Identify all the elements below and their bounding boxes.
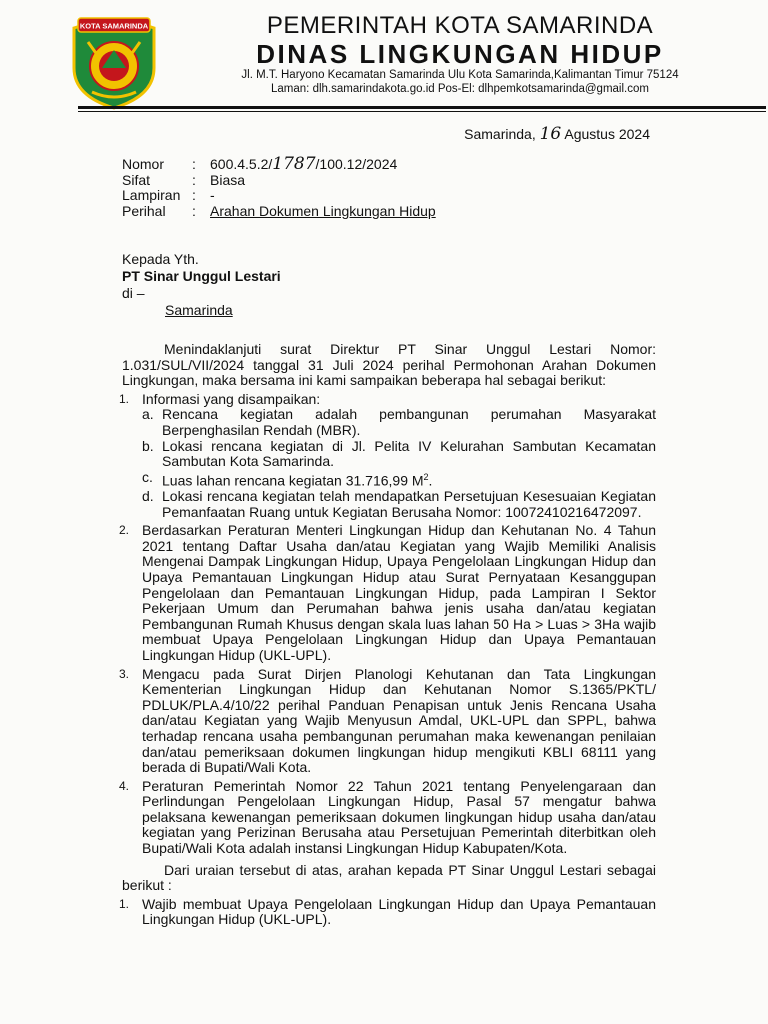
meta-key: Sifat <box>122 171 151 188</box>
item-text: Mengacu pada Surat Dirjen Planologi Kehutanan dan Tata Lingkungan Kementerian Lingkungan Hidup dan Kehutanan Nomor S.1365/PKTL/ PDLUK/PLA.4/10/22 perihal Panduan Penapisan untuk Jenis Rencana Usaha dan/atau Kegiatan yang Wajib Menyusun Amdal, UKL-UPL dan SPPL, bahwa terhadap rencana usaha pembangunan perumahan maka kewenangan penilaian dan/atau pemeriksaan dokumen lingkungan hidup mengikuti KBLI 68111 yang berada di Bupati/Wali Kota. <box>142 665 656 776</box>
item-number: 1. <box>119 391 130 406</box>
sub-list <box>142 407 656 520</box>
agency-name: DINAS LINGKUNGAN HIDUP <box>256 39 664 69</box>
salutation: Kepada Yth. <box>122 251 199 267</box>
recipient-city: Samarinda <box>165 302 233 318</box>
item-text: Berdasarkan Peraturan Menteri Lingkungan Hidup dan Kehutanan No. 4 Tahun 2021 tentang Daftar Usaha dan/atau Kegiatan yang Wajib Memiliki Analisis Mengenai Dampak Lingkungan Hidup, Upaya Pengelolaan Lingkungan Hidup dan Upaya Pemantauan Lingkungan Hidup atau Surat Pernyataan Kesanggupan Pengelolaan dan Pemantauan Lingkungan Hidup, pada Lampiran I Sektor Pekerjaan Umum dan Perumahan bahwa jenis usaha dan/atau kegiatan Pembangunan Rumah Khusus dengan skala luas lahan 50 Ha > Luas > 3Ha wajib membuat Upaya Pengelolaan Lingkungan Hidup dan Upaya Pemantauan Lingkungan Hidup (UKL-UPL). <box>142 522 656 663</box>
meta-row-perihal <box>122 204 436 220</box>
header-rule-thick <box>78 106 766 109</box>
agency-contact: Laman: dlh.samarindakota.go.id Pos-El: dlhpemkotsamarinda@gmail.com <box>271 83 649 95</box>
letterhead <box>0 0 768 112</box>
meta-value: - <box>210 187 215 203</box>
date-city: Samarinda, <box>464 126 536 142</box>
number-handwritten: 1787 <box>272 154 316 174</box>
letterhead-text <box>160 12 760 96</box>
letter-body <box>119 341 656 928</box>
addressee-block <box>122 251 281 319</box>
sub-item: b. Lokasi rencana kegiatan di Jl. Pelita IV Kelurahan Sambutan Kecamatan Sambutan Kota Samarinda. <box>142 437 656 470</box>
agency-address: Jl. M.T. Haryono Kecamatan Samarinda Ulu Kota Samarinda,Kalimantan Timur 75124 <box>241 69 679 81</box>
intro-paragraph: Menindaklanjuti surat Direktur PT Sinar Unggul Lestari Nomor: 1.031/SUL/VII/2024 tanggal 31 Juli 2024 perihal Permohonan Arahan Dokumen Lingkungan, maka bersama ini kami sampaikan beberapa hal sebagai berikut: <box>122 341 656 389</box>
header-rule-thin <box>78 111 766 112</box>
meta-sep: : <box>192 187 196 203</box>
meta-value-nomor: 600.4.5.2/1787/100.12/2024 <box>210 154 398 174</box>
item-text: Informasi yang disampaikan: <box>142 390 321 407</box>
list-item <box>119 390 656 520</box>
meta-sep: : <box>192 171 196 188</box>
meta-sep: : <box>192 156 196 172</box>
points-list <box>119 390 656 857</box>
meta-row-nomor <box>122 154 436 174</box>
meta-key: Nomor <box>122 156 165 172</box>
item-number: 3. <box>119 666 130 681</box>
list-item <box>119 665 656 776</box>
item-number: 1. <box>119 896 130 911</box>
item-number: 4. <box>119 778 130 793</box>
date-month-year: Agustus 2024 <box>564 126 650 142</box>
city-emblem-icon <box>68 12 160 110</box>
meta-key: Perihal <box>122 202 166 219</box>
sub-item: d. Lokasi rencana kegiatan telah mendapatkan Persetujuan Kesesuaian Kegiatan Pemanfaatan Ruang untuk Kegiatan Berusaha Nomor: 10072410216472097. <box>142 488 656 520</box>
item-number: 2. <box>119 523 130 538</box>
meta-value-subject: Arahan Dokumen Lingkungan Hidup <box>210 202 436 219</box>
list-item <box>119 777 656 857</box>
item-text: Peraturan Pemerintah Nomor 22 Tahun 2021 tentang Penyelengaraan dan Perlindungan Pengelolaan Lingkungan Hidup, Pasal 57 mengatur bahwa pelaksana kewenangan pemeriksaan dokumen lingkungan hidup usaha dan/atau kegiatan yang Perizinan Berusaha atau Persetujuan Pemerintah diterbitkan oleh Bupati/Wali Kota adalah instansi Lingkungan Hidup Kabupaten/Kota. <box>142 777 656 857</box>
meta-value: Biasa <box>210 171 246 188</box>
letter-date <box>464 124 650 144</box>
conclusion-paragraph: Dari uraian tersebut di atas, arahan kepada PT Sinar Unggul Lestari sebagai berikut : <box>122 861 656 894</box>
government-name: PEMERINTAH KOTA SAMARINDA <box>266 12 654 39</box>
list-item <box>119 522 656 663</box>
recipient-di: di – <box>122 285 145 301</box>
meta-row-sifat <box>122 173 436 189</box>
letter-meta <box>122 154 436 219</box>
date-day-handwritten: 16 <box>539 124 562 144</box>
item-text: Wajib membuat Upaya Pengelolaan Lingkungan Hidup dan Upaya Pemantauan Lingkungan Hidup (UKL-UPL). <box>142 895 656 928</box>
recipient-name: PT Sinar Unggul Lestari <box>122 268 281 284</box>
list-item <box>119 895 656 928</box>
sub-item: a. Rencana kegiatan adalah pembangunan perumahan Masyarakat Berpenghasilan Rendah (MBR). <box>142 406 656 438</box>
emblem-text: KOTA SAMARINDA <box>79 21 149 31</box>
meta-key: Lampiran <box>122 187 181 203</box>
meta-sep: : <box>192 202 196 219</box>
meta-row-lampiran <box>122 188 436 204</box>
final-list <box>119 895 656 928</box>
sub-item: c. Luas lahan rencana kegiatan 31.716,99 $M^2$. <box>142 468 433 489</box>
